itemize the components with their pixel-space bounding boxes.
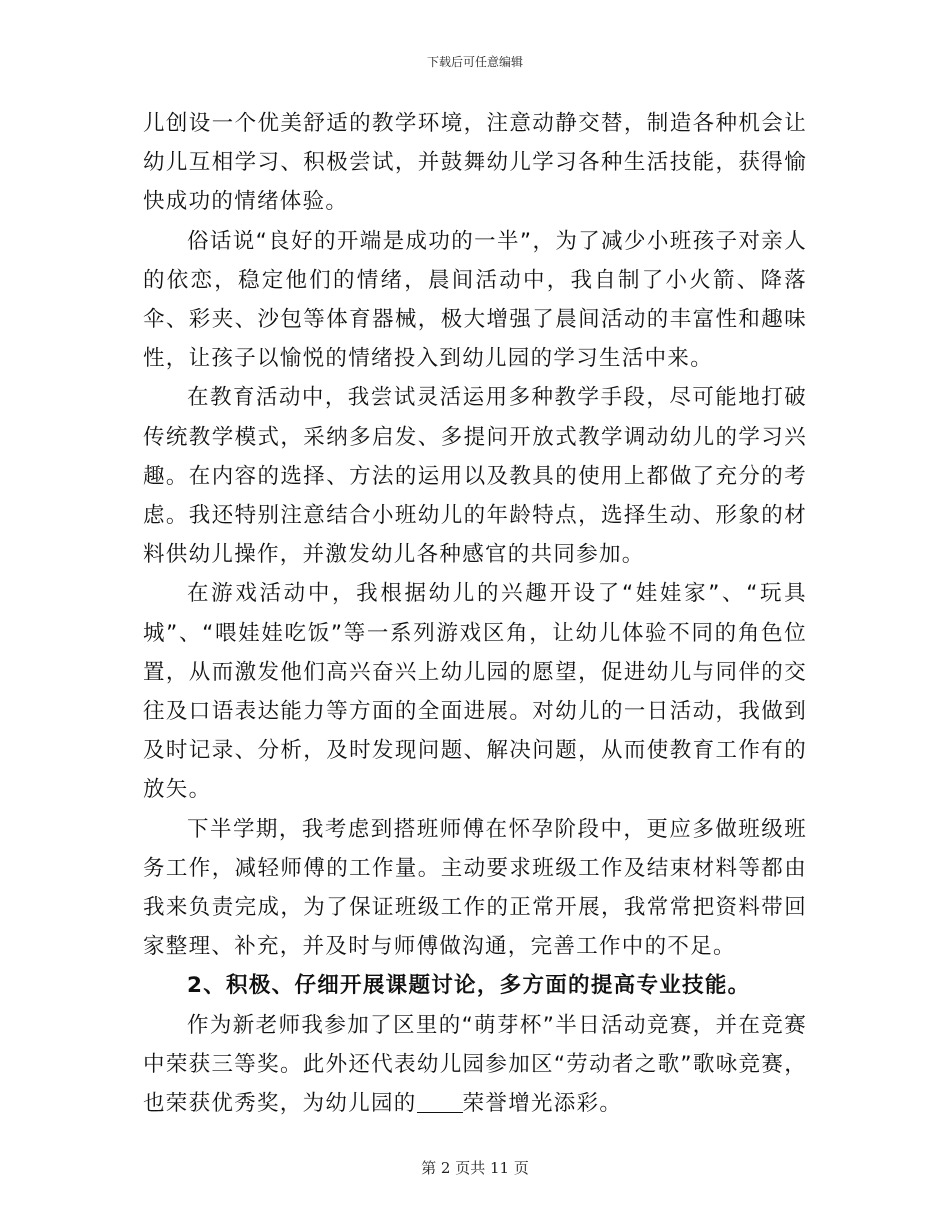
paragraph-teaching-activities: 在教育活动中，我尝试灵活运用多种教学手段，尽可能地打破传统教学模式，采纳多启发、多提问开放式教学调动幼儿的学习兴趣。在内容的选择、方法的运用以及教具的使用上都做了充分的考虑。我还特别注意结合小班幼儿的年龄特点，选择生动、形象的材料供幼儿操作，并激发幼儿各种感官的共同参加。	[143, 385, 807, 568]
page-footer: 第 2 页共 11 页	[421, 1159, 529, 1177]
paragraph-text-after-blank: 荣誉增光添彩。	[462, 1091, 623, 1117]
paragraph-text-before-blank: 作为新老师我参加了区里的“萌芽杯”半日活动竞赛，并在竞赛中荣获三等奖。此外还代表幼儿园参加区“劳动者之歌”歌咏竞赛，也荣获优秀奖，为幼儿园的	[143, 1012, 807, 1117]
paragraph-competitions	[143, 1006, 807, 1124]
document-body	[143, 104, 807, 1123]
section-heading: 2、积极、仔细开展课题讨论，多方面的提高专业技能。	[187, 973, 751, 999]
paragraph-morning-activities: 俗话说“良好的开端是成功的一半”，为了减少小班孩子对亲人的依恋，稳定他们的情绪，晨间活动中，我自制了小火箭、降落伞、彩夹、沙包等体育器械，极大增强了晨间活动的丰富性和趣味性，让孩子以愉悦的情绪投入到幼儿园的学习生活中来。	[143, 228, 807, 372]
fill-in-blank	[417, 1091, 463, 1114]
paragraph-continued: 儿创设一个优美舒适的教学环境，注意动静交替，制造各种机会让幼儿互相学习、积极尝试，并鼓舞幼儿学习各种生活技能，获得愉快成功的情绪体验。	[143, 111, 807, 215]
paragraph-game-activities: 在游戏活动中，我根据幼儿的兴趣开设了“娃娃家”、“玩具城”、“喂娃娃吃饭”等一系列游戏区角，让幼儿体验不同的角色位置，从而激发他们高兴奋兴上幼儿园的愿望，促进幼儿与同伴的交往及口语表达能力等方面的全面进展。对幼儿的一日活动，我做到及时记录、分析，及时发现问题、解决问题，从而使教育工作有的放矢。	[143, 581, 807, 803]
paragraph-second-semester: 下半学期，我考虑到搭班师傅在怀孕阶段中，更应多做班级班务工作，减轻师傅的工作量。主动要求班级工作及结束材料等都由我来负责完成，为了保证班级工作的正常开展，我常常把资料带回家整理、补充，并及时与师傅做沟通，完善工作中的不足。	[143, 816, 807, 960]
page-header: 下载后可任意编辑	[426, 55, 523, 69]
